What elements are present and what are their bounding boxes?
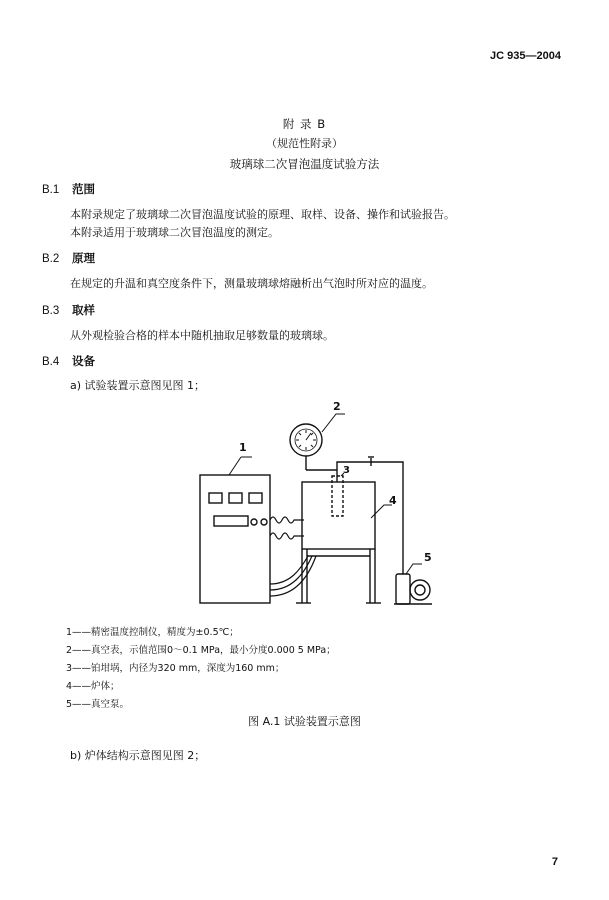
platinum-crucible (332, 470, 344, 516)
section-title: 范围 (72, 182, 95, 196)
callout-1: 1 (239, 441, 247, 454)
callout-4: 4 (389, 494, 397, 507)
legend-item: 1——精密温度控制仪，精度为±0.5℃； (66, 627, 239, 638)
standard-code: JC 935—2004 (490, 50, 561, 62)
legend-item: 2——真空表，示值范围0～0.1 MPa，最小分度0.000 5 MPa； (66, 645, 336, 656)
paragraph: 在规定的升温和真空度条件下，测量玻璃球熔融析出气泡时所对应的温度。 (70, 277, 433, 290)
section-number: B.1 (42, 184, 60, 196)
callout-3: 3 (343, 465, 350, 476)
section-number: B.4 (42, 356, 60, 368)
callout-2: 2 (333, 400, 341, 413)
section-title: 原理 (72, 251, 95, 265)
legend-item: 4——炉体； (66, 681, 120, 692)
vacuum-pump (394, 564, 432, 604)
section-title: 设备 (72, 354, 95, 368)
appendix-title: 玻璃球二次冒泡温度试验方法 (229, 157, 380, 171)
item-a: a) 试验装置示意图见图 1； (70, 379, 206, 392)
section-title: 取样 (72, 303, 95, 317)
callout-5: 5 (424, 551, 432, 564)
paragraph: 本附录适用于玻璃球二次冒泡温度的测定。 (70, 226, 279, 239)
section-number: B.3 (42, 305, 60, 317)
page-number: 7 (551, 856, 558, 868)
temperature-controller (200, 457, 270, 603)
section-number: B.2 (42, 253, 60, 265)
furnace-body (296, 482, 392, 603)
legend-item: 3——铂坩埚，内径为320 mm，深度为160 mm； (66, 663, 285, 674)
legend-item: 5——真空泵。 (66, 699, 130, 710)
paragraph: 本附录规定了玻璃球二次冒泡温度试验的原理、取样、设备、操作和试验报告。 (70, 208, 455, 221)
appendix-label: 附 录 B (282, 117, 327, 131)
item-b: b) 炉体结构示意图见图 2； (70, 749, 206, 762)
figure-caption: 图 A.1 试验装置示意图 (248, 715, 361, 728)
appendix-type: （规范性附录） (266, 137, 343, 150)
paragraph: 从外观检验合格的样本中随机抽取足够数量的玻璃球。 (70, 329, 334, 342)
